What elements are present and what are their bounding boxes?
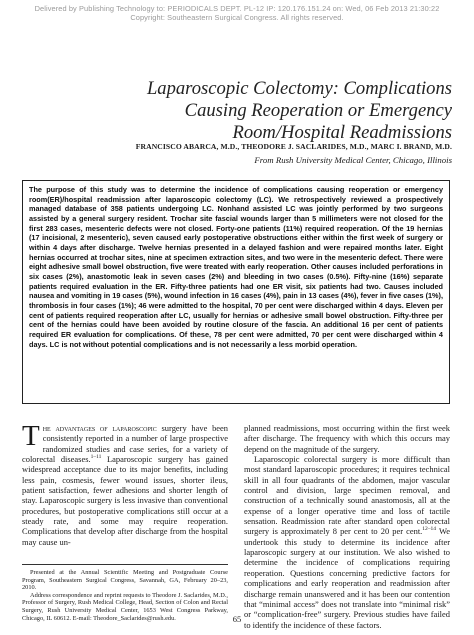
intro-smallcaps: he advantages of laparoscopic [42, 423, 157, 433]
intro-paragraph [22, 420, 228, 547]
body-paragraph-2 [244, 454, 450, 630]
citation-ref: 1–11 [90, 454, 102, 461]
footnote-correspondence: Address correspondence and reprint requests to Theodore J. Saclarides, M.D., Professor of Surgery, Rush Medical College, Head, Section of Colon and Rectal Surgery, Rush University Medical Center, 1653 West Congress Parkway, Chicago, IL 60612. E-mail: Theodore_Saclarides@rush.edu. [22, 591, 228, 622]
title-line-3: Room/Hospital Readmissions [232, 122, 452, 143]
author-list: FRANCISCO ABARCA, M.D., THEODORE J. SACLARIDES, M.D., MARC I. BRAND, M.D. [135, 142, 452, 151]
title-line-2: Causing Reoperation or Emergency [184, 100, 452, 121]
intro-text-a: surgery have been consistently reported in a number of large prospective randomized studies and case series, for a variety of colorectal diseases. [22, 423, 228, 465]
download-watermark [0, 4, 474, 22]
title-line-1: Laparoscopic Colectomy: Complications [146, 78, 452, 99]
abstract-text: The purpose of this study was to determine the incidence of complications causing reoperation or emergency room(ER)/hospital readmission after laparoscopic colectomy (LC). We retrospectively reviewed a prospectively managed database of 358 patients undergoing LC. Nonhand assisted LC was jointly performed by two surgeons assisted by a general surgery resident. Trochar site fascial wounds larger than 5 millimeters were not closed for the first 283 cases, mesenteric defects were not closed. Forty-one patients (11%) required reoperation. Of the 19 hernias (17 incisional, 2 mesenteric), seven caused early postoperative obstructions either within the first week of surgery or within 4 days after discharge. Twelve hernias presented in a delayed fashion and were repaired months later. Eight hernias occurred at trochar sites, nine at specimen extraction sites, and two were in the mesenteric defect. There were eight adhesive small bowel obstruction, five were treated with early reoperation. Other causes included perforations in six cases (2%), anastomotic leak in seven cases (2%) and bleeding in two cases (0.5%). Fifty-nine (16%) separate patients required evaluation in the ER. Fifty-three patients had one ER visit, six patients had two. Causes included nausea and vomiting in 19 cases (5%), wound infection in 16 cases (4%), pain in 13 cases (4%), fever in five cases (1%), thrombosis in four cases (1%); 46 were admitted to the hospital, 70 per cent were discharged within 4 days. Eleven per cent of patients required reoperation after LC, usually for hernias or adhesive small bowel obstruction. Fifty-three per cent of the hernias could have been avoided by routine closure of the fascia. An additional 16 per cent of patients required ER evaluation for complications. Of these, 78 per cent were admitted, 70 per cent were discharged within 4 days. LC is not without potential complications and is not necessarily a less morbid operation. [29, 185, 443, 349]
body-column-right [244, 423, 450, 630]
abstract-box [22, 180, 450, 404]
body-paragraph-1: planned readmissions, most occurring within the first week after discharge. The frequency with which this occurs may depend on the magnitude of the surgery. [244, 423, 450, 454]
watermark-line-1: Delivered by Publishing Technology to: PERIODICALS DEPT. PL-12 IP: 120.176.151.24 on: Wed, 06 Feb 2013 21:30:22 [34, 4, 440, 13]
drop-cap: T [22, 420, 40, 452]
page-number: 65 [232, 614, 242, 624]
body-text-a: Laparoscopic colorectal surgery is more difficult than most standard laparoscopic procedures; it requires technical skill in all four quadrants of the abdomen, major vascular control and division, large specimen removal, and construction of a technically sound anastomosis, all at the expense of a longer operative time and loss of tactile sensation. Readmission rate after standard open colorectal surgery is approximately 8 per cent to 20 per cent. [244, 454, 450, 537]
intro-text-b: Laparoscopic surgery has gained widespread acceptance due to its major benefits, including less pain, cosmesis, fewer wound issues, shorter ileus, patient satisfaction, fewer adhesions and shorter length of stay. Laparoscopic surgery is less invasive than conventional procedures, but postoperative complications still occur at a steady rate, and some may require reoperation. Complications that develop after discharge from the hospital may cause un- [22, 454, 228, 547]
footnote-presented: Presented at the Annual Scientific Meeting and Postgraduate Course Program, Southeastern Surgical Congress, Savannah, GA, February 20–23, 2010. [22, 569, 228, 592]
body-text-b: We undertook this study to determine its incidence after laparoscopic surgery at our institution. We also wished to determine the incidence of complications requiring reoperation. Questions concerning predictive factors for complications and early reoperation and readmission after discharge remain unanswered and it has been our contention that “minimal access” does not translate into “minimal risk” or “complication-free” surgery. Previous studies have failed to identify the incidence of these factors. [244, 526, 450, 630]
watermark-line-2: Copyright: Southeastern Surgical Congress. All rights reserved. [130, 13, 344, 22]
body-column-left [22, 420, 228, 547]
citation-ref: 12–14 [422, 526, 437, 533]
article-title [100, 78, 452, 144]
affiliation: From Rush University Medical Center, Chicago, Illinois [254, 155, 452, 165]
footnote-divider [22, 564, 228, 565]
